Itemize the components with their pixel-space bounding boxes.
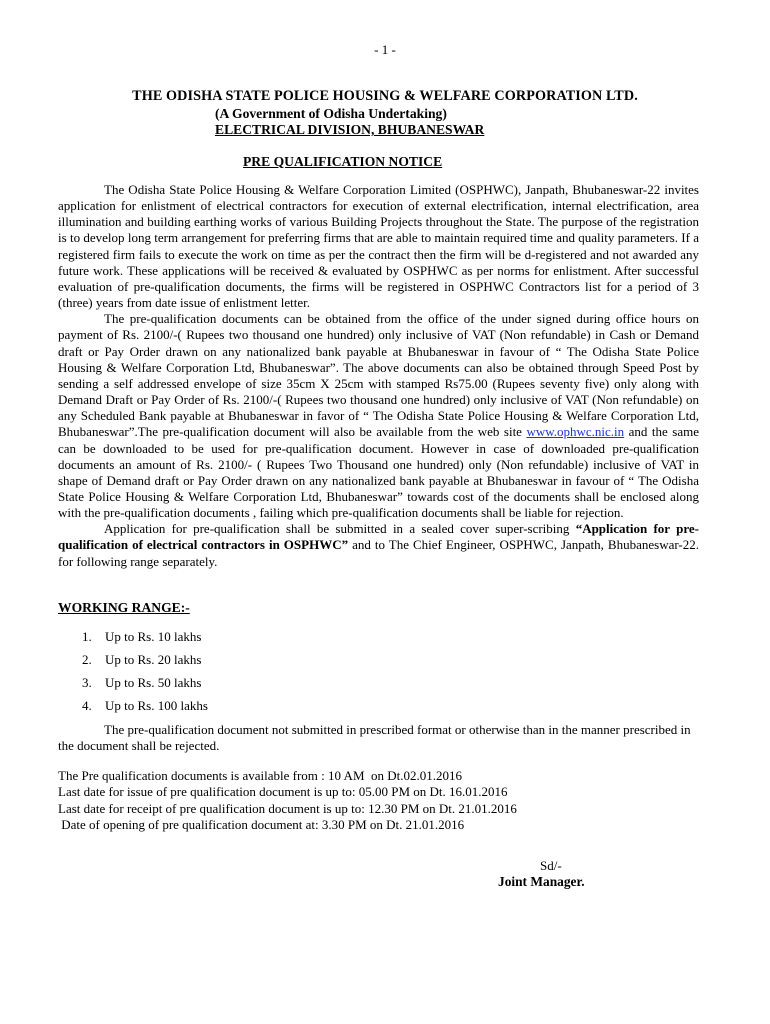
date-last-receipt: Last date for receipt of pre qualification document is up to: 12.30 PM on Dt. 21.01.2016 <box>58 800 517 816</box>
paragraph-application <box>58 521 699 569</box>
notice-title: PRE QUALIFICATION NOTICE <box>243 154 443 169</box>
rejection-note-text: The pre-qualification document not submitted in prescribed format or otherwise than in the manner prescribed in the document shall be rejected. <box>58 722 691 754</box>
notice-body <box>58 182 699 570</box>
page-number: - 1 - <box>374 42 396 57</box>
list-item-number: 2. <box>82 652 92 667</box>
schedule-dates <box>58 768 517 833</box>
organization-subtitle: (A Government of Odisha Undertaking) <box>215 106 447 121</box>
signature-sd: Sd/- <box>540 858 562 873</box>
paragraph-intro: The Odisha State Police Housing & Welfare Corporation Limited (OSPHWC), Janpath, Bhubaneswar-22 invites application for enlistment of electrical contractors for execution of external electrification, internal electrification, area illumination and building earthing works of various Building Projects throughout the State. The purpose of the registration is to develop long term arrangement for preferring firms that are able to maintain required time and quality parameters. If a registered firm fails to execute the work on time as per the contract then the firm will be d-registered and not awarded any future work. These applications will be received & evaluated by OSPHWC as per norms for enlistment. After successful evaluation of pre-qualification documents, the firms will be registered in OSPHWC Contractors list for a period of 3 (three) years from date issue of enlistment letter. <box>58 182 699 311</box>
division-name: ELECTRICAL DIVISION, BHUBANESWAR <box>215 122 485 137</box>
list-item-text: Up to Rs. 100 lakhs <box>105 698 208 713</box>
date-last-issue: Last date for issue of pre qualification document is up to: 05.00 PM on Dt. 16.01.2016 <box>58 784 508 800</box>
rejection-note <box>58 722 699 754</box>
list-item-number: 3. <box>82 675 92 690</box>
list-item-text: Up to Rs. 20 lakhs <box>105 652 202 667</box>
date-opening: Date of opening of pre qualification document at: 3.30 PM on Dt. 21.01.2016 <box>58 816 465 832</box>
paragraph-application-text-cont: and to The Chief Engineer, OSPHWC, Janpath, Bhubaneswar-22. for following range separately. <box>58 537 699 569</box>
list-item-number: 1. <box>82 629 92 644</box>
paragraph-documents <box>58 311 699 521</box>
list-item-number: 4. <box>82 698 92 713</box>
application-superscription: “Application for pre-qualification of electrical contractors in OSPHWC” <box>58 521 699 553</box>
organization-title: THE ODISHA STATE POLICE HOUSING & WELFARE CORPORATION LTD. <box>132 88 638 104</box>
list-item-text: Up to Rs. 10 lakhs <box>105 629 202 644</box>
list-item-text: Up to Rs. 50 lakhs <box>105 675 202 690</box>
paragraph-documents-text-cont: and the same can be downloaded to be used for pre-qualification document. However in case of downloaded pre-qualification documents an amount of Rs. 2100/- ( Rupees Two Thousand one hundred) only (Non refundable) inclusive of VAT in shape of Demand draft or Pay Order drawn on any nationalized bank payable at Bhubaneswar in favour of “ The Odisha State Police Housing & Welfare Corporation Ltd, Bhubaneswar” towards cost of the documents shall be enclosed along with the pre-qualification documents , failing which pre-qualification documents shall be liable for rejection. <box>58 424 699 521</box>
paragraph-documents-text: The pre-qualification documents can be obtained from the office of the under signed during office hours on payment of Rs. 2100/-( Rupees two thousand one hundred) only inclusive of VAT (Non refundable) in Cash or Demand draft or Pay Order drawn on any nationalized bank payable at Bhubaneswar in favour of “ The Odisha State Police Housing & Welfare Corporation Ltd, Bhubaneswar”. The above documents can also be obtained through Speed Post by sending a self addressed envelope of size 35cm X 25cm with stamped Rs75.00 (Rupees seventy five) only along with Demand Draft or Pay Order of Rs. 2100/-( Rupees two thousand one hundred) only inclusive of VAT (Non refundable) on any Scheduled Bank payable at Bhubaneswar in favor of “ The Odisha State Police Housing & Welfare Corporation Ltd, Bhubaneswar”.The pre-qualification document will also be available from the web site <box>58 311 699 440</box>
working-range-title: WORKING RANGE:- <box>58 600 190 615</box>
website-link[interactable]: www.ophwc.nic.in <box>526 424 625 440</box>
date-availability: The Pre qualification documents is available from : 10 AM on Dt.02.01.2016 <box>58 768 463 783</box>
paragraph-application-text: Application for pre-qualification shall be submitted in a sealed cover super-scribing <box>104 521 576 537</box>
signatory-designation: Joint Manager. <box>498 874 585 889</box>
